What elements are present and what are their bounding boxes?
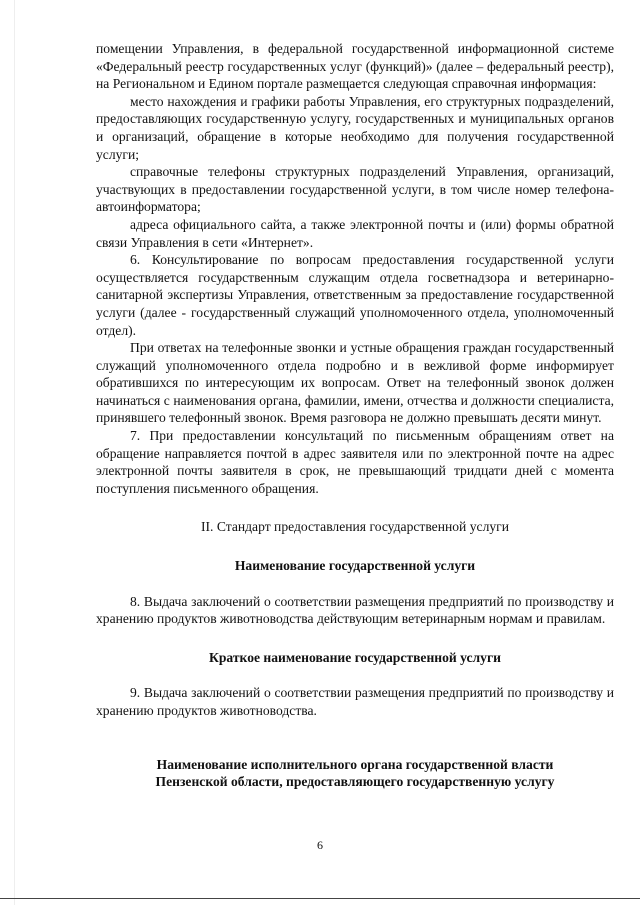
heading-authority-line1: Наименование исполнительного органа государственной власти xyxy=(156,756,554,772)
paragraph-continuation: помещении Управления, в федеральной государственной информационной системе «Федеральный реестр государственных услуг (функций)» (далее – федеральный реестр), на Региональном и Едином портале размещается следующая справочная информация: xyxy=(96,41,614,92)
paragraph-7: 7. При предоставлении консультаций по письменным обращениям ответ на обращение направляется почтой в адрес заявителя или по электронной почте на адрес электронной почты заявителя в срок, не превышающий тридцати дней с момента поступления письменного обращения. xyxy=(96,428,614,496)
paragraph-phones: справочные телефоны структурных подразделений Управления, организаций, участвующих в предоставлении государственной услуги, в том числе номер телефона-автоинформатора; xyxy=(96,164,614,215)
heading-short-name: Краткое наименование государственной услуги xyxy=(209,649,501,665)
paragraph-website: адреса официального сайта, а также электронной почты и (или) формы обратной связи Управления в сети «Интернет». xyxy=(96,216,614,250)
paragraph-phone-answers: При ответах на телефонные звонки и устные обращения граждан государственный служащий уполномоченного отдела подробно и в вежливой форме информирует обратившихся по интересующим их вопросам. Ответ на телефонный звонок должен начинаться с наименования органа, фамилии, имени, отчества и должности специалиста, принявшего телефонный звонок. Время разговора не должно превышать десяти минут. xyxy=(96,340,614,426)
scan-edge xyxy=(14,0,15,905)
paragraph-9: 9. Выдача заключений о соответствии размещения предприятий по производству и хранению продуктов животноводства. xyxy=(96,685,614,718)
heading-service-name: Наименование государственной услуги xyxy=(234,558,476,574)
page-bottom-edge xyxy=(0,898,640,899)
section-title: II. Стандарт предоставления государственной услуги xyxy=(200,519,509,535)
paragraph-6: 6. Консультирование по вопросам предоставления государственной услуги осуществляется государственным служащим отдела госветнадзора и ветеринарно-санитарной экспертизы Управления, ответственным за предоставление государственной услуги (далее - государственный служащий уполномоченного отдела, уполномоченный отдел). xyxy=(96,252,614,338)
heading-authority-line2: Пензенской области, предоставляющего государственную услугу xyxy=(155,774,555,790)
document-body xyxy=(96,40,614,791)
paragraph-8: 8. Выдача заключений о соответствии размещения предприятий по производству и хранению продуктов животноводства действующим ветеринарным нормам и правилам. xyxy=(96,593,614,627)
paragraph-location: место нахождения и графики работы Управления, его структурных подразделений, предоставляющих государственную услугу, государственных и муниципальных органов и организаций, обращение в которые необходимо для получения государственной услуги; xyxy=(96,93,614,162)
page-number: 6 xyxy=(317,838,323,852)
